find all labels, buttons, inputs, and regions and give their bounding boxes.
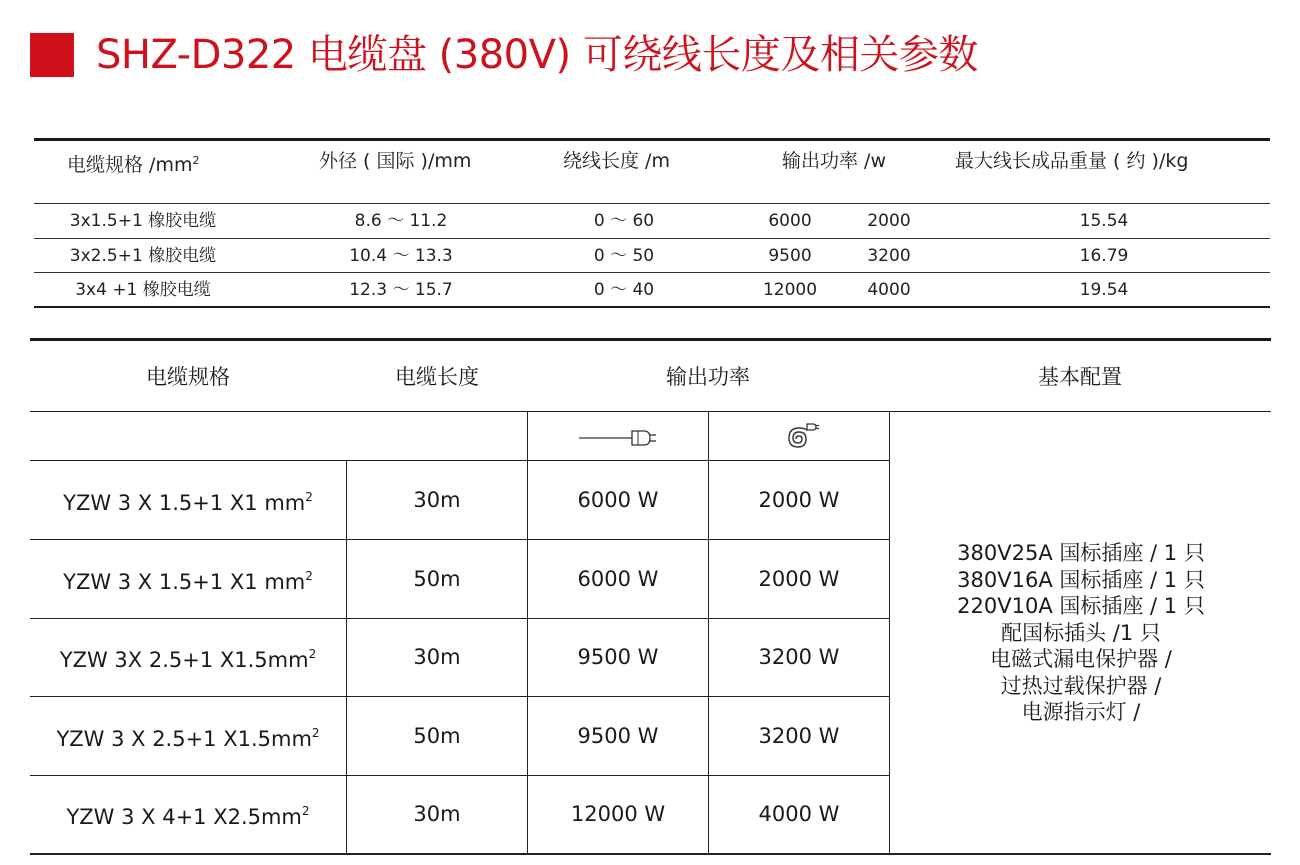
t1-row1-power2: 2000 bbox=[867, 211, 911, 231]
header-cable-spec-2: 电缆规格 bbox=[146, 365, 230, 389]
t1-row2-diameter: 10.4 ～ 13.3 bbox=[349, 246, 453, 266]
t2-row3-power1: 9500 W bbox=[577, 645, 659, 669]
row-divider bbox=[30, 618, 890, 619]
t2-row4-length: 50m bbox=[413, 724, 461, 748]
title-marker bbox=[30, 33, 74, 77]
row-divider bbox=[30, 460, 890, 461]
t1-row2-weight: 16.79 bbox=[1079, 246, 1129, 266]
header-output-power-2: 输出功率 bbox=[666, 365, 750, 389]
t2-row3-power2: 3200 W bbox=[758, 645, 840, 669]
t1-row2-power2: 3200 bbox=[867, 246, 911, 266]
page-title: SHZ-D322 电缆盘 (380V) 可绕线长度及相关参数 bbox=[96, 32, 978, 78]
t2-row1-length: 30m bbox=[413, 488, 461, 512]
t1-row1-length: 0 ～ 60 bbox=[593, 211, 655, 231]
t2-row1-power1: 6000 W bbox=[577, 488, 659, 512]
t2-row4-power2: 3200 W bbox=[758, 724, 840, 748]
t1-row1-weight: 15.54 bbox=[1079, 211, 1129, 231]
t2-row5-power2: 4000 W bbox=[758, 802, 840, 826]
t1-row2-length: 0 ～ 50 bbox=[593, 246, 655, 266]
header-outer-diameter: 外径 ( 国际 )/mm bbox=[319, 150, 472, 172]
header-divider bbox=[30, 411, 1271, 412]
t1-row3-spec: 3x4 +1 橡胶电缆 bbox=[75, 280, 211, 300]
config-item: 380V16A 国标插座 / 1 只 bbox=[957, 567, 1205, 592]
header-cable-spec: 电缆规格 $/mm^2$ bbox=[67, 154, 200, 176]
header-cable-length: 电缆长度 bbox=[395, 365, 479, 389]
plug-icon bbox=[578, 426, 658, 454]
t2-row2-spec: YZW 3 X 1.5+1 X1 $mm^2$ bbox=[63, 569, 313, 594]
t2-row2-power1: 6000 W bbox=[577, 567, 659, 591]
t2-row3-spec: YZW 3X 2.5+1 $X1.5mm^2$ bbox=[59, 647, 317, 672]
t2-row2-length: 50m bbox=[413, 567, 461, 591]
t2-row1-power2: 2000 W bbox=[758, 488, 840, 512]
config-item: 电源指示灯 / bbox=[1021, 700, 1141, 724]
t1-row3-power1: 12000 bbox=[762, 280, 818, 300]
t2-row5-length: 30m bbox=[413, 802, 461, 826]
t2-row4-power1: 9500 W bbox=[577, 724, 659, 748]
t2-row2-power2: 2000 W bbox=[758, 567, 840, 591]
column-divider bbox=[346, 460, 347, 854]
header-basic-config: 基本配置 bbox=[1038, 365, 1122, 389]
config-item: 过热过载保护器 / bbox=[1000, 673, 1162, 698]
t1-row2-power1: 9500 bbox=[768, 246, 812, 266]
row-divider bbox=[34, 272, 1270, 273]
t1-row1-power1: 6000 bbox=[768, 211, 812, 231]
header-output-power: 输出功率 /w bbox=[782, 150, 886, 172]
row-divider bbox=[34, 238, 1270, 239]
config-item: 380V25A 国标插座 / 1 只 bbox=[957, 541, 1205, 565]
t2-row3-length: 30m bbox=[413, 645, 461, 669]
column-divider bbox=[527, 411, 528, 854]
t1-row3-power2: 4000 bbox=[867, 280, 911, 300]
row-divider bbox=[30, 775, 890, 776]
t2-row5-power1: 12000 W bbox=[570, 802, 666, 826]
t1-row1-spec: 3x1.5+1 橡胶电缆 bbox=[69, 211, 217, 231]
row-divider bbox=[30, 696, 890, 697]
basic-config-list bbox=[911, 540, 1251, 726]
t2-row4-spec: YZW 3 X 2.5+1 $X1.5mm^2$ bbox=[56, 726, 320, 751]
t1-row1-diameter: 8.6 ～ 11.2 bbox=[354, 211, 448, 231]
row-divider bbox=[30, 539, 890, 540]
t1-row3-diameter: 12.3 ～ 15.7 bbox=[349, 280, 453, 300]
column-divider bbox=[889, 411, 890, 854]
config-item: 电磁式漏电保护器 / bbox=[990, 647, 1172, 671]
column-divider bbox=[708, 411, 709, 854]
table-bottom-rule bbox=[34, 306, 1270, 308]
header-max-weight: 最大线长成品重量 ( 约 )/kg bbox=[955, 150, 1189, 172]
config-item: 配国标插头 /1 只 bbox=[1001, 620, 1161, 645]
spec-table-top-rule bbox=[30, 338, 1271, 341]
t1-row3-weight: 19.54 bbox=[1079, 280, 1129, 300]
row-divider bbox=[34, 203, 1270, 204]
t2-row5-spec: YZW 3 X 4+1 $X2.5mm^2$ bbox=[66, 804, 310, 829]
config-item: 220V10A 国标插座 / 1 只 bbox=[957, 594, 1205, 618]
table-top-rule bbox=[34, 138, 1270, 141]
t1-row2-spec: 3x2.5+1 橡胶电缆 bbox=[69, 246, 217, 266]
coiled-cable-icon bbox=[780, 418, 820, 460]
t1-row3-length: 0 ～ 40 bbox=[593, 280, 655, 300]
header-winding-length: 绕线长度 /m bbox=[563, 150, 670, 172]
t2-row1-spec: YZW 3 X 1.5+1 X1 $mm^2$ bbox=[63, 490, 313, 515]
table-bottom-rule bbox=[30, 853, 1271, 855]
